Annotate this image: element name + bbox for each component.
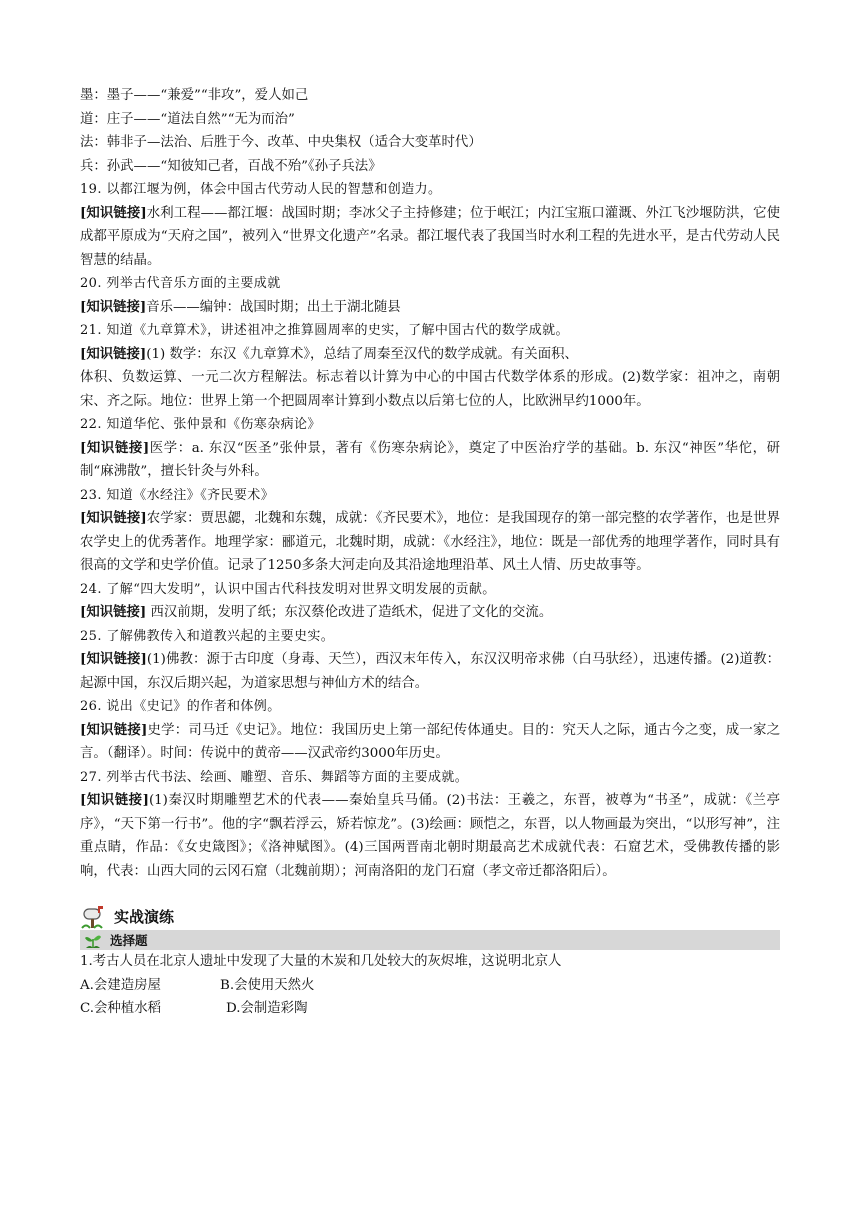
question-21: 21. 知道《九章算术》，讲述祖冲之推算圆周率的史实，了解中国古代的数学成就。 (80, 323, 569, 338)
knowledge-link-23 (80, 507, 780, 578)
knowledge-text: (1)秦汉时期雕塑艺术的代表——秦始皇兵马俑。(2)书法：王羲之，东晋，被尊为“书圣”，成就：《兰亭序》，“天下第一行书”。他的字“飘若浮云，矫若惊龙”。(3)绘画：顾恺之，东晋，以人物画最为突出，“以形写神”，注重点睛，作品：《女史箴图》；《洛神赋图》。(4)三国两晋南北朝时期最高艺术成就代表：石窟艺术，受佛教传播的影响，代表：山西大同的云冈石窟（北魏前期）；河南洛阳的龙门石窟（孝文帝迁都洛阳后）。 (80, 793, 780, 879)
knowledge-label: [知识链接] (80, 792, 149, 808)
intro-line-mo: 墨：墨子——“兼爱”“非攻”，爱人如己 (80, 88, 309, 103)
knowledge-text: 医学：a. 东汉“医圣”张仲景，著有《伤寒杂病论》，奠定了中医治疗学的基础。b. 东汉“神医”华佗，研制“麻沸散”，擅长针灸与外科。 (80, 440, 781, 479)
option-b[interactable]: B.会使用天然火 (220, 977, 315, 993)
question-27: 27. 列举古代书法、绘画、雕塑、音乐、舞蹈等方面的主要成就。 (80, 769, 469, 785)
intro-line-dao: 道：庄子——“道法自然”“无为而治” (80, 111, 295, 127)
knowledge-link-22 (80, 437, 780, 484)
knowledge-link-21-cont: 体积、负数运算、一元二次方程解法。标志着以计算为中心的中国古代数学体系的形成。(2)数学家：祖冲之，南朝宋、齐之际。地位：世界上第一个把圆周率计算到小数点以后第七位的人，比欧洲早约1000年。 (80, 370, 780, 409)
question-24: 24. 了解“四大发明”，认识中国古代科技发明对世界文明发展的贡献。 (80, 581, 496, 597)
knowledge-link-21 (80, 343, 780, 367)
knowledge-text: 农学家：贾思勰，北魏和东魏，成就：《齐民要术》，地位：是我国现存的第一部完整的农学著作，也是世界农学史上的优秀著作。地理学家：郦道元，北魏时期，成就：《水经注》，地位：既是一部优秀的地理学著作，同时具有很高的文学和史学价值。记录了1250多条大河走向及其沿途地理沿革、风土人情、历史故事等。 (80, 511, 780, 573)
knowledge-label: [知识链接] (80, 604, 147, 620)
question-25: 25. 了解佛教传入和道教兴起的主要史实。 (80, 628, 335, 644)
knowledge-link-27 (80, 789, 780, 883)
mailbox-icon (80, 903, 106, 929)
practice-question-1: 1.考古人员在北京人遗址中发现了大量的木炭和几处较大的灰烬堆，这说明北京人 (80, 954, 562, 969)
knowledge-link-20 (80, 296, 780, 320)
option-a[interactable]: A.会建造房屋 (80, 977, 161, 993)
question-19: 19. 以都江堰为例，体会中国古代劳动人民的智慧和创造力。 (80, 182, 442, 197)
knowledge-label: [知识链接] (80, 298, 147, 315)
knowledge-link-24 (80, 601, 780, 625)
knowledge-text: (1)佛教：源于古印度（身毒、天竺），西汉末年传入，东汉汉明帝求佛（白马驮经），迅速传播。(2)道教：起源中国，东汉后期兴起，为道家思想与神仙方术的结合。 (80, 652, 780, 691)
question-23: 23. 知道《水经注》《齐民要术》 (80, 487, 275, 503)
practice-section (80, 903, 780, 1021)
knowledge-label: [知识链接] (80, 721, 148, 738)
knowledge-text: 史学：司马迁《史记》。地位：我国历史上第一部纪传体通史。目的：究天人之际，通古今之变，成一家之言。（翻译）。时间：传说中的黄帝——汉武帝约3000年历史。 (80, 722, 781, 761)
page (80, 84, 780, 1021)
practice-header (80, 903, 780, 929)
knowledge-label: [知识链接] (80, 510, 147, 526)
question-20: 20. 列举古代音乐方面的主要成就 (80, 276, 281, 291)
knowledge-link-25 (80, 648, 780, 695)
knowledge-label: [知识链接] (80, 345, 147, 362)
intro-line-fa: 法：韩非子—法治、后胜于今、改革、中央集权（适合大变革时代） (80, 135, 482, 150)
intro-line-bing: 兵：孙武——“知彼知己者，百战不殆”《孙子兵法》 (80, 158, 382, 174)
option-d[interactable]: D.会制造彩陶 (226, 1001, 308, 1016)
question-26: 26. 说出《史记》的作者和体例。 (80, 699, 281, 714)
subtitle-bar (80, 930, 780, 950)
knowledge-text: 音乐——编钟：战国时期；出土于湖北随县 (146, 299, 401, 315)
knowledge-link-26 (80, 719, 780, 766)
knowledge-label: [知识链接] (80, 651, 147, 667)
options-row-1 (80, 974, 780, 998)
plant-icon (82, 931, 104, 949)
knowledge-text: 西汉前期，发明了纸；东汉蔡伦改进了造纸术，促进了文化的交流。 (146, 605, 553, 620)
option-c[interactable]: C.会种植水稻 (80, 1001, 161, 1016)
subtitle-label: 选择题 (110, 933, 148, 948)
knowledge-link-19 (80, 202, 780, 273)
knowledge-label: [知识链接] (80, 439, 150, 456)
practice-title: 实战演练 (114, 907, 175, 926)
intro (80, 84, 780, 178)
question-22: 22. 知道华佗、张仲景和《伤寒杂病论》 (80, 417, 321, 432)
knowledge-text: 水利工程——都江堰：战国时期；李冰父子主持修建；位于岷江；内江宝瓶口灌溉、外江飞沙堰防洪，它使成都平原成为“天府之国”，被列入“世界文化遗产”名录。都江堰代表了我国当时水利工程的先进水平，是古代劳动人民智慧的结晶。 (80, 205, 781, 268)
knowledge-label: [知识链接] (80, 204, 147, 221)
options-row-2 (80, 997, 780, 1021)
knowledge-text: (1) 数学：东汉《九章算术》，总结了周秦至汉代的数学成就。有关面积、 (146, 346, 578, 362)
